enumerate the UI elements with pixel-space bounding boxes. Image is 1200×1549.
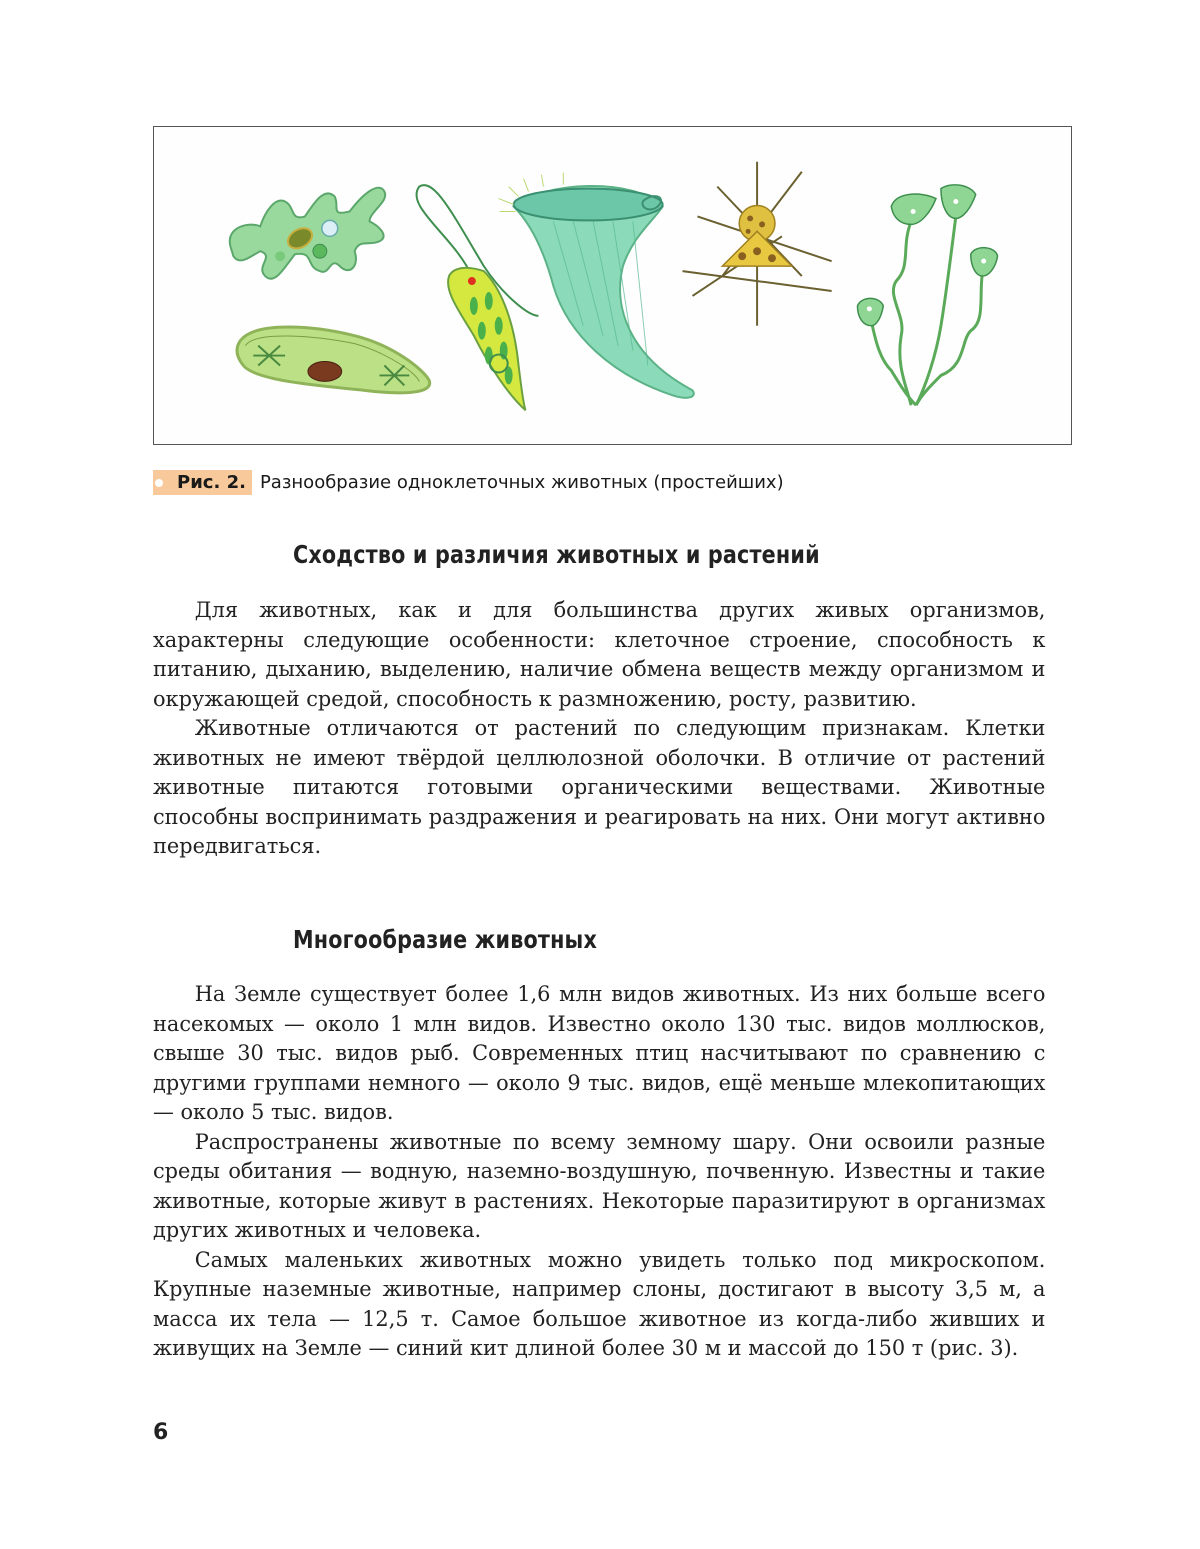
paragraph: Для животных, как и для большинства других живых организмов, характерны следующие особенности: клеточное строение, способность к питанию, дыханию, выделению, наличие обмена веществ между организмом и окружающей средой, способность к размножению, росту, развитию. [153,598,1046,712]
radiolarian-illustration [683,162,832,326]
caption-marker-icon [155,479,163,487]
section-heading-diversity: Многообразие животных [293,925,597,954]
paramecium-illustration [237,327,430,393]
amoeba-illustration [230,188,385,279]
vorticella-illustration [857,185,997,405]
figure-caption-text: Разнообразие одноклеточных животных (простейших) [259,471,784,493]
paragraph: Самых маленьких животных можно увидеть только под микроскопом. Крупные наземные животные, например слоны, достигают в высоту 3,5 м, а масса их тела — 12,5 т. Самое большое животное из когда-либо живших и живущих на Земле — синий кит длиной более 30 м и массой до 150 т (рис. 3). [153,1247,1046,1361]
section-diversity-body [153,980,1045,1364]
figure-label-text: Рис. 2. [177,471,246,493]
figure-label [153,470,252,495]
euglena-illustration [416,185,538,410]
section-similarities-body [153,596,1045,862]
page-number: 6 [153,1420,169,1445]
paragraph: Распространены животные по всему земному шару. Они освоили разные среды обитания — водную, наземно-воздушную, почвенную. Известны и такие животные, которые живут в растениях. Некоторые паразитируют в организмах других животных и человека. [153,1129,1046,1243]
stentor-illustration [499,173,694,398]
paragraph: Животные отличаются от растений по следующим признакам. Клетки животных не имеют твёрдой целлюлозной оболочки. В отличие от растений животные питаются готовыми органическими веществами. Животные способны воспринимать раздражения и реагировать на них. Они могут активно передвигаться. [153,716,1046,859]
section-heading-similarities: Сходство и различия животных и растений [293,540,820,569]
figure-protozoa [153,126,1072,445]
paragraph: На Земле существует более 1,6 млн видов животных. Из них больше всего насекомых — около 1 млн видов. Известно около 130 тыс. видов моллюсков, свыше 30 тыс. видов рыб. Современных птиц насчитывают по сравнению с другими группами немного — около 9 тыс. видов, ещё меньше млекопитающих — около 5 тыс. видов. [153,982,1046,1125]
figure-caption [153,467,784,497]
